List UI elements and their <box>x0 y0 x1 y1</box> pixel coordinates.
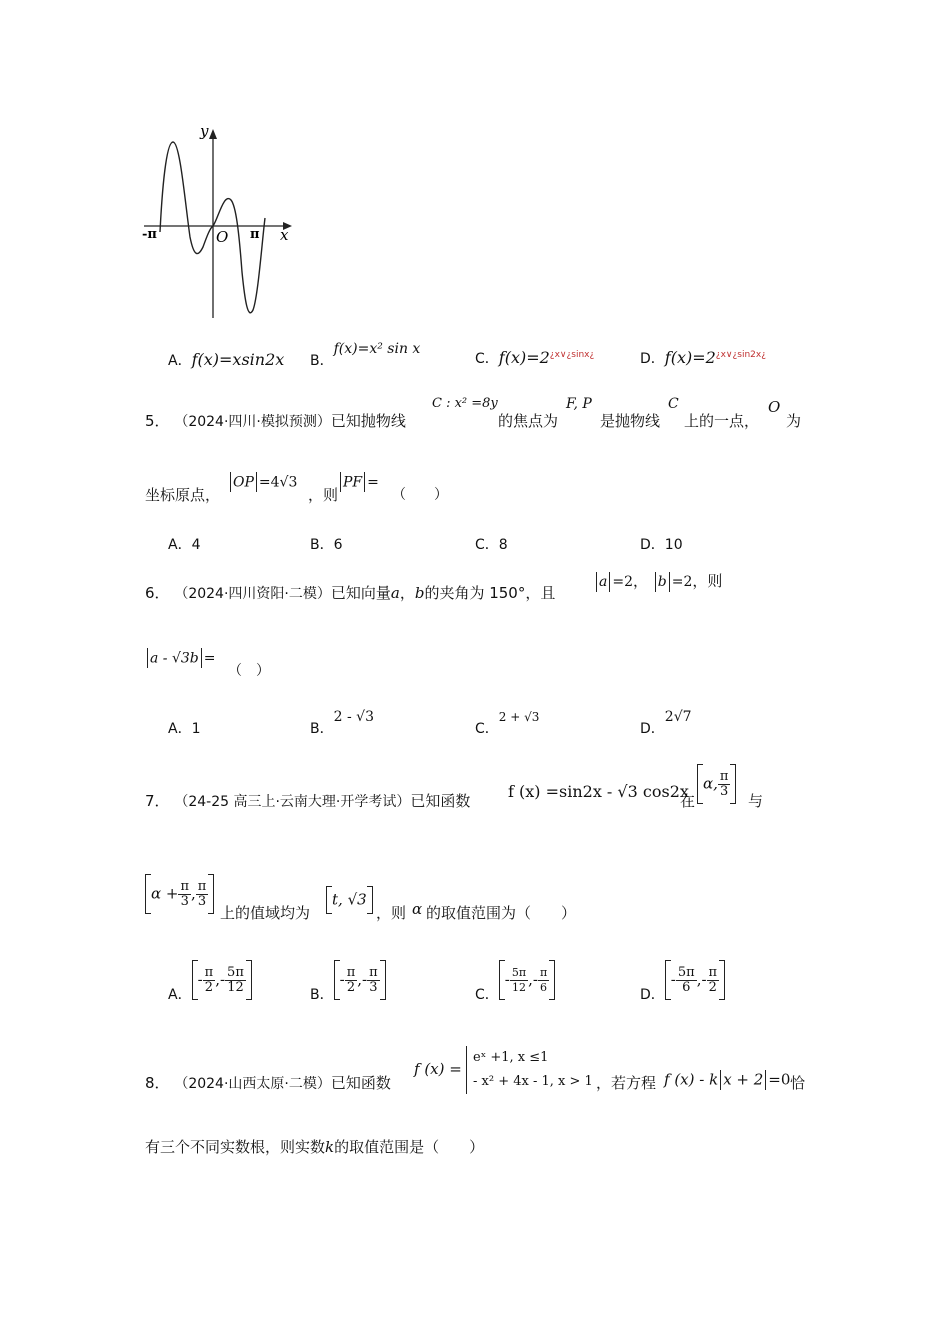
q6-vec-a: a <box>390 584 400 602</box>
option-formula: f(x)=2 <box>664 348 716 367</box>
q4-option-b[interactable] <box>310 338 421 369</box>
q6-source: （2024·四川资阳·二模） <box>174 586 331 602</box>
neg-pi-label: -π <box>142 227 157 242</box>
q4-option-d[interactable] <box>640 348 766 368</box>
q6-eq: = <box>203 650 216 667</box>
q6-number: 6． <box>145 584 170 602</box>
option-letter: B． <box>310 353 334 369</box>
option-letter: D． <box>640 351 665 367</box>
q6-then: ，则 <box>692 572 723 590</box>
q7-option-d[interactable]: D．- $\frac{5\pi}{6}$ ,- $\frac{\pi}{2}$ <box>640 960 725 1000</box>
option-exponent: ¿x∨¿sin2x¿ <box>715 350 766 360</box>
option-formula: f(x)=x² sin x <box>333 341 421 357</box>
q5-line2: 坐标原点， <box>145 486 221 504</box>
q6-text: 的夹角为 150°，且 <box>424 584 556 602</box>
q5-fp: F, P <box>566 396 592 412</box>
q6-expr: a - √3b <box>150 650 199 667</box>
q6-vec-b: b <box>414 584 425 602</box>
y-axis-arrow <box>209 129 217 139</box>
q6-option-a[interactable]: A．1 <box>168 721 201 737</box>
q7-text: 的取值范围为（ ） <box>426 904 577 922</box>
option-letter: A． <box>168 353 192 369</box>
q8-case-1: eˣ +1, x ≤1 <box>473 1050 549 1065</box>
q5-then: ，则 <box>308 486 339 504</box>
q7-alpha: α <box>412 900 423 918</box>
q7-option-b[interactable]: B．- $\frac{\pi}{2}$ ,- $\frac{\pi}{3}$ <box>310 960 386 1000</box>
q5-o: O <box>768 398 781 416</box>
q7-text: ，则 <box>376 904 407 922</box>
q4-option-c[interactable] <box>475 348 594 368</box>
pi-label: π <box>250 227 260 242</box>
q5-c: C <box>668 396 679 412</box>
q5-option-d[interactable]: D．10 <box>640 537 683 553</box>
q7-text: 已知函数 <box>410 792 471 810</box>
q5-text: 为 <box>786 412 802 430</box>
q7-text: 上的值域均为 <box>220 904 311 922</box>
q7-range: t, √3 <box>326 886 373 914</box>
q8-equation: f (x) - k x + 2 =0 <box>664 1070 791 1089</box>
q5-text: 的焦点为 <box>498 412 559 430</box>
q5-op: OP <box>233 474 254 491</box>
q6-option-b[interactable]: B．2 - √3 <box>310 709 374 737</box>
q6-comma: ， <box>399 584 415 602</box>
q8-source: （2024·山西太原·二模） <box>174 1076 331 1092</box>
option-letter: C． <box>475 351 499 367</box>
q6-a-val: =2 <box>612 574 633 590</box>
q7-source: （24-25 高三上·云南大理·开学考试） <box>174 794 411 810</box>
q5-op-val: =4√3 <box>258 474 298 491</box>
function-graph <box>140 122 300 322</box>
option-formula: f(x)=xsin2x <box>191 350 285 369</box>
q8-line2-tail: 的取值范围是（ ） <box>334 1138 485 1156</box>
q5-source: （2024·四川·模拟预测） <box>174 414 331 430</box>
q5-eq: = <box>367 474 379 491</box>
q7-number: 7． <box>145 792 170 810</box>
x-label: x <box>280 226 289 244</box>
q6-text: 已知向量 <box>330 584 391 602</box>
q5-option-c[interactable]: C．8 <box>475 537 508 553</box>
q6-b-val: =2 <box>671 574 693 590</box>
q5-text: 上的一点， <box>684 412 760 430</box>
q5-option-b[interactable]: B．6 <box>310 537 343 553</box>
q4-option-a[interactable] <box>168 350 284 370</box>
q6-option-d[interactable]: D．2√7 <box>640 709 692 737</box>
q7-option-c[interactable]: C．- $\frac{5\pi}{12}$ ,- $\frac{\pi}{6}$ <box>475 960 555 1000</box>
q5-pf: PF <box>343 474 363 491</box>
q7-interval-2: α + $\frac{\pi}{3}$ , $\frac{\pi}{3}$ <box>145 874 214 914</box>
q8-text: 恰 <box>790 1074 806 1092</box>
option-formula: f(x)=2 <box>498 348 550 367</box>
q7-interval-1: α, $\frac{\pi}{3}$ <box>697 764 736 804</box>
q5-parabola-eq: C : x² =8y <box>432 396 498 411</box>
origin-label: O <box>216 228 229 246</box>
option-exponent: ¿x∨¿sinx¿ <box>549 350 595 360</box>
q8-text: ，若方程 <box>596 1074 657 1092</box>
q5-text: 是抛物线 <box>600 412 661 430</box>
q7-func: f (x) =sin2x - √3 cos2x <box>508 782 689 801</box>
q6-option-c[interactable]: C．2 + √3 <box>475 710 540 737</box>
q8-text: 已知函数 <box>330 1074 391 1092</box>
q8-fx: f (x) = <box>414 1060 462 1078</box>
q8-number: 8． <box>145 1074 170 1092</box>
q5-number: 5． <box>145 412 170 430</box>
q7-option-a[interactable]: A．- $\frac{\pi}{2}$ ,- $\frac{5\pi}{12}$ <box>168 960 252 1000</box>
q5-text: 已知抛物线 <box>330 412 406 430</box>
q7-text: 与 <box>748 792 764 810</box>
q6-b-abs: b <box>657 574 667 590</box>
q5-paren: （ ） <box>392 487 448 503</box>
q8-k: k <box>325 1138 335 1156</box>
q8-case-2: - x² + 4x - 1, x > 1 <box>473 1074 593 1089</box>
q6-paren: （ ） <box>228 663 270 679</box>
q5-option-a[interactable]: A．4 <box>168 537 201 553</box>
q6-a-abs: a <box>599 574 608 590</box>
y-label: y <box>200 122 209 140</box>
q8-piecewise <box>466 1046 593 1094</box>
q8-line2: 有三个不同实数根，则实数 <box>145 1138 326 1156</box>
q7-text: 在 <box>680 792 696 810</box>
